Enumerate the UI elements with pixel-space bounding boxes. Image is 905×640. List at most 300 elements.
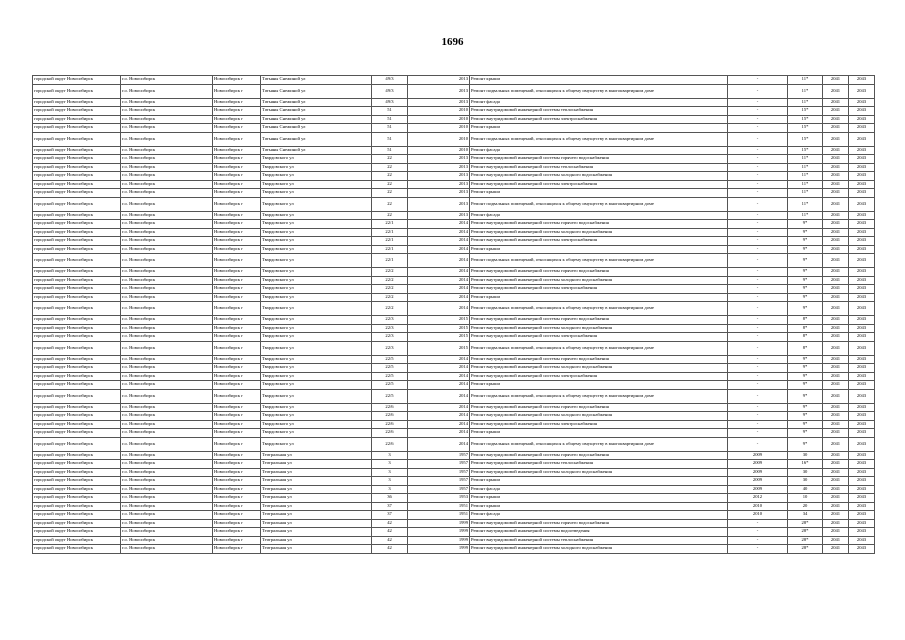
last-repair-year-cell: - bbox=[728, 245, 788, 254]
house-number-cell: 37 bbox=[372, 502, 408, 511]
table-row bbox=[33, 189, 875, 198]
district-cell: г.о. Новосибирск bbox=[121, 429, 213, 438]
city-cell: Новосибирск г bbox=[213, 389, 261, 403]
street-cell: Театральная ул bbox=[261, 451, 372, 460]
end-year-cell: 2043 bbox=[849, 494, 875, 503]
wear-cell: 9* bbox=[788, 276, 823, 285]
street-cell: Татьяны Снежиной ул bbox=[261, 146, 372, 155]
last-repair-year-cell: - bbox=[728, 545, 788, 554]
street-cell: Театральная ул bbox=[261, 477, 372, 486]
house-number-cell: 49/3 bbox=[372, 76, 408, 85]
end-year-cell: 2043 bbox=[849, 132, 875, 146]
start-year-cell: 2041 bbox=[823, 372, 849, 381]
end-year-cell: 2043 bbox=[849, 324, 875, 333]
street-cell: Твардовского ул bbox=[261, 302, 372, 316]
work-type-cell: Ремонт внутридомовой инженерной системы теплоснабжения bbox=[470, 163, 728, 172]
street-cell: Твардовского ул bbox=[261, 420, 372, 429]
build-year-cell: 2013 bbox=[408, 84, 470, 98]
district-cell: г.о. Новосибирск bbox=[121, 76, 213, 85]
end-year-cell: 2043 bbox=[849, 293, 875, 302]
build-year-cell: 2013 bbox=[408, 155, 470, 164]
table-row bbox=[33, 220, 875, 229]
end-year-cell: 2043 bbox=[849, 429, 875, 438]
table-row bbox=[33, 115, 875, 124]
city-cell: Новосибирск г bbox=[213, 519, 261, 528]
table-row bbox=[33, 355, 875, 364]
wear-cell: 8* bbox=[788, 333, 823, 342]
district-cell: г.о. Новосибирск bbox=[121, 228, 213, 237]
wear-cell: 11* bbox=[788, 84, 823, 98]
street-cell: Театральная ул bbox=[261, 460, 372, 469]
district-cell: г.о. Новосибирск bbox=[121, 502, 213, 511]
last-repair-year-cell: - bbox=[728, 302, 788, 316]
municipality-cell: городской округ Новосибирск bbox=[33, 124, 121, 133]
street-cell: Театральная ул bbox=[261, 519, 372, 528]
last-repair-year-cell: - bbox=[728, 163, 788, 172]
wear-cell: 9* bbox=[788, 364, 823, 373]
last-repair-year-cell: - bbox=[728, 403, 788, 412]
table-row bbox=[33, 494, 875, 503]
city-cell: Новосибирск г bbox=[213, 237, 261, 246]
end-year-cell: 2043 bbox=[849, 98, 875, 107]
city-cell: Новосибирск г bbox=[213, 268, 261, 277]
start-year-cell: 2041 bbox=[823, 545, 849, 554]
start-year-cell: 2041 bbox=[823, 189, 849, 198]
build-year-cell: 2014 bbox=[408, 364, 470, 373]
last-repair-year-cell: 2009 bbox=[728, 451, 788, 460]
city-cell: Новосибирск г bbox=[213, 302, 261, 316]
municipality-cell: городской округ Новосибирск bbox=[33, 511, 121, 520]
build-year-cell: 2014 bbox=[408, 228, 470, 237]
street-cell: Твардовского ул bbox=[261, 372, 372, 381]
wear-cell: 9* bbox=[788, 228, 823, 237]
district-cell: г.о. Новосибирск bbox=[121, 180, 213, 189]
work-type-cell: Ремонт внутридомовой инженерной системы холодного водоснабжения bbox=[470, 412, 728, 421]
street-cell: Твардовского ул bbox=[261, 276, 372, 285]
last-repair-year-cell: 2009 bbox=[728, 485, 788, 494]
municipality-cell: городской округ Новосибирск bbox=[33, 460, 121, 469]
build-year-cell: 1951 bbox=[408, 502, 470, 511]
house-number-cell: 22/1 bbox=[372, 237, 408, 246]
end-year-cell: 2043 bbox=[849, 437, 875, 451]
municipality-cell: городской округ Новосибирск bbox=[33, 220, 121, 229]
house-number-cell: 22/2 bbox=[372, 268, 408, 277]
city-cell: Новосибирск г bbox=[213, 341, 261, 355]
street-cell: Театральная ул bbox=[261, 545, 372, 554]
wear-cell: 28* bbox=[788, 528, 823, 537]
work-type-cell: Ремонт внутридомовой инженерной системы горячего водоснабжения bbox=[470, 451, 728, 460]
build-year-cell: 2014 bbox=[408, 355, 470, 364]
house-number-cell: 22 bbox=[372, 211, 408, 220]
city-cell: Новосибирск г bbox=[213, 115, 261, 124]
district-cell: г.о. Новосибирск bbox=[121, 245, 213, 254]
last-repair-year-cell: - bbox=[728, 389, 788, 403]
district-cell: г.о. Новосибирск bbox=[121, 355, 213, 364]
table-row bbox=[33, 276, 875, 285]
work-type-cell: Ремонт внутридомовой инженерной системы холодного водоснабжения bbox=[470, 364, 728, 373]
street-cell: Театральная ул bbox=[261, 502, 372, 511]
table-row bbox=[33, 511, 875, 520]
build-year-cell: 2010 bbox=[408, 115, 470, 124]
end-year-cell: 2043 bbox=[849, 333, 875, 342]
work-type-cell: Ремонт внутридомовой инженерной системы электроснабжения bbox=[470, 420, 728, 429]
start-year-cell: 2041 bbox=[823, 333, 849, 342]
city-cell: Новосибирск г bbox=[213, 437, 261, 451]
build-year-cell: 2014 bbox=[408, 437, 470, 451]
last-repair-year-cell: - bbox=[728, 107, 788, 116]
work-type-cell: Ремонт крыши bbox=[470, 381, 728, 390]
district-cell: г.о. Новосибирск bbox=[121, 494, 213, 503]
build-year-cell: 2014 bbox=[408, 285, 470, 294]
table-row bbox=[33, 468, 875, 477]
district-cell: г.о. Новосибирск bbox=[121, 197, 213, 211]
build-year-cell: 2014 bbox=[408, 293, 470, 302]
wear-cell: 15* bbox=[788, 146, 823, 155]
street-cell: Татьяны Снежиной ул bbox=[261, 76, 372, 85]
house-number-cell: 22/2 bbox=[372, 293, 408, 302]
city-cell: Новосибирск г bbox=[213, 403, 261, 412]
start-year-cell: 2041 bbox=[823, 502, 849, 511]
start-year-cell: 2041 bbox=[823, 228, 849, 237]
table-row bbox=[33, 155, 875, 164]
municipality-cell: городской округ Новосибирск bbox=[33, 412, 121, 421]
wear-cell: 15* bbox=[788, 132, 823, 146]
start-year-cell: 2041 bbox=[823, 420, 849, 429]
city-cell: Новосибирск г bbox=[213, 228, 261, 237]
wear-cell: 8* bbox=[788, 324, 823, 333]
start-year-cell: 2041 bbox=[823, 324, 849, 333]
last-repair-year-cell: - bbox=[728, 333, 788, 342]
wear-cell: 8* bbox=[788, 316, 823, 325]
start-year-cell: 2041 bbox=[823, 197, 849, 211]
build-year-cell: 2014 bbox=[408, 254, 470, 268]
last-repair-year-cell: - bbox=[728, 381, 788, 390]
start-year-cell: 2041 bbox=[823, 98, 849, 107]
wear-cell: 15* bbox=[788, 107, 823, 116]
build-year-cell: 1957 bbox=[408, 477, 470, 486]
municipality-cell: городской округ Новосибирск bbox=[33, 451, 121, 460]
district-cell: г.о. Новосибирск bbox=[121, 220, 213, 229]
end-year-cell: 2043 bbox=[849, 146, 875, 155]
city-cell: Новосибирск г bbox=[213, 245, 261, 254]
build-year-cell: 2014 bbox=[408, 220, 470, 229]
build-year-cell: 2010 bbox=[408, 124, 470, 133]
house-number-cell: 3 bbox=[372, 485, 408, 494]
municipality-cell: городской округ Новосибирск bbox=[33, 302, 121, 316]
build-year-cell: 2014 bbox=[408, 276, 470, 285]
house-number-cell: 51 bbox=[372, 124, 408, 133]
start-year-cell: 2041 bbox=[823, 115, 849, 124]
last-repair-year-cell: - bbox=[728, 180, 788, 189]
start-year-cell: 2041 bbox=[823, 172, 849, 181]
district-cell: г.о. Новосибирск bbox=[121, 333, 213, 342]
street-cell: Твардовского ул bbox=[261, 197, 372, 211]
build-year-cell: 1957 bbox=[408, 460, 470, 469]
district-cell: г.о. Новосибирск bbox=[121, 364, 213, 373]
start-year-cell: 2041 bbox=[823, 146, 849, 155]
city-cell: Новосибирск г bbox=[213, 468, 261, 477]
last-repair-year-cell: - bbox=[728, 220, 788, 229]
end-year-cell: 2043 bbox=[849, 180, 875, 189]
end-year-cell: 2043 bbox=[849, 477, 875, 486]
wear-cell: 9* bbox=[788, 437, 823, 451]
wear-cell: 9* bbox=[788, 302, 823, 316]
house-number-cell: 22 bbox=[372, 172, 408, 181]
start-year-cell: 2041 bbox=[823, 211, 849, 220]
district-cell: г.о. Новосибирск bbox=[121, 211, 213, 220]
end-year-cell: 2043 bbox=[849, 468, 875, 477]
table-row bbox=[33, 364, 875, 373]
district-cell: г.о. Новосибирск bbox=[121, 254, 213, 268]
house-number-cell: 22/3 bbox=[372, 333, 408, 342]
end-year-cell: 2043 bbox=[849, 276, 875, 285]
district-cell: г.о. Новосибирск bbox=[121, 468, 213, 477]
build-year-cell: 2013 bbox=[408, 189, 470, 198]
street-cell: Татьяны Снежиной ул bbox=[261, 124, 372, 133]
municipality-cell: городской округ Новосибирск bbox=[33, 76, 121, 85]
work-type-cell: Ремонт внутридомовой инженерной системы горячего водоснабжения bbox=[470, 355, 728, 364]
work-type-cell: Ремонт подвальных помещений, относящихся к общему имуществу в многоквартирном доме bbox=[470, 132, 728, 146]
municipality-cell: городской округ Новосибирск bbox=[33, 477, 121, 486]
end-year-cell: 2043 bbox=[849, 228, 875, 237]
last-repair-year-cell: - bbox=[728, 276, 788, 285]
city-cell: Новосибирск г bbox=[213, 494, 261, 503]
wear-cell: 11* bbox=[788, 98, 823, 107]
last-repair-year-cell: - bbox=[728, 124, 788, 133]
city-cell: Новосибирск г bbox=[213, 528, 261, 537]
municipality-cell: городской округ Новосибирск bbox=[33, 519, 121, 528]
street-cell: Твардовского ул bbox=[261, 285, 372, 294]
start-year-cell: 2041 bbox=[823, 381, 849, 390]
work-type-cell: Ремонт фасада bbox=[470, 146, 728, 155]
district-cell: г.о. Новосибирск bbox=[121, 485, 213, 494]
table-row bbox=[33, 84, 875, 98]
wear-cell: 9* bbox=[788, 220, 823, 229]
municipality-cell: городской округ Новосибирск bbox=[33, 494, 121, 503]
street-cell: Твардовского ул bbox=[261, 189, 372, 198]
city-cell: Новосибирск г bbox=[213, 293, 261, 302]
end-year-cell: 2043 bbox=[849, 155, 875, 164]
work-type-cell: Ремонт внутридомовой инженерной системы холодного водоснабжения bbox=[470, 276, 728, 285]
city-cell: Новосибирск г bbox=[213, 254, 261, 268]
street-cell: Твардовского ул bbox=[261, 341, 372, 355]
house-number-cell: 22/5 bbox=[372, 381, 408, 390]
start-year-cell: 2041 bbox=[823, 220, 849, 229]
municipality-cell: городской округ Новосибирск bbox=[33, 268, 121, 277]
last-repair-year-cell: - bbox=[728, 372, 788, 381]
house-number-cell: 22/6 bbox=[372, 437, 408, 451]
house-number-cell: 49/3 bbox=[372, 84, 408, 98]
street-cell: Театральная ул bbox=[261, 528, 372, 537]
start-year-cell: 2041 bbox=[823, 389, 849, 403]
house-number-cell: 22/2 bbox=[372, 302, 408, 316]
street-cell: Твардовского ул bbox=[261, 429, 372, 438]
street-cell: Твардовского ул bbox=[261, 211, 372, 220]
build-year-cell: 2013 bbox=[408, 180, 470, 189]
end-year-cell: 2043 bbox=[849, 460, 875, 469]
last-repair-year-cell: - bbox=[728, 341, 788, 355]
start-year-cell: 2041 bbox=[823, 124, 849, 133]
street-cell: Твардовского ул bbox=[261, 437, 372, 451]
city-cell: Новосибирск г bbox=[213, 316, 261, 325]
municipality-cell: городской округ Новосибирск bbox=[33, 189, 121, 198]
street-cell: Татьяны Снежиной ул bbox=[261, 132, 372, 146]
work-type-cell: Ремонт внутридомовой инженерной системы холодного водоснабжения bbox=[470, 468, 728, 477]
build-year-cell: 2014 bbox=[408, 237, 470, 246]
street-cell: Твардовского ул bbox=[261, 163, 372, 172]
district-cell: г.о. Новосибирск bbox=[121, 163, 213, 172]
city-cell: Новосибирск г bbox=[213, 220, 261, 229]
end-year-cell: 2043 bbox=[849, 245, 875, 254]
municipality-cell: городской округ Новосибирск bbox=[33, 107, 121, 116]
district-cell: г.о. Новосибирск bbox=[121, 189, 213, 198]
district-cell: г.о. Новосибирск bbox=[121, 528, 213, 537]
start-year-cell: 2041 bbox=[823, 485, 849, 494]
build-year-cell: 1951 bbox=[408, 511, 470, 520]
last-repair-year-cell: - bbox=[728, 254, 788, 268]
work-type-cell: Ремонт внутридомовой инженерной системы холодного водоснабжения bbox=[470, 172, 728, 181]
work-type-cell: Ремонт внутридомовой инженерной системы горячего водоснабжения bbox=[470, 268, 728, 277]
build-year-cell: 2014 bbox=[408, 268, 470, 277]
end-year-cell: 2043 bbox=[849, 545, 875, 554]
city-cell: Новосибирск г bbox=[213, 355, 261, 364]
work-type-cell: Ремонт крыши bbox=[470, 124, 728, 133]
table-row bbox=[33, 76, 875, 85]
build-year-cell: 2014 bbox=[408, 372, 470, 381]
end-year-cell: 2043 bbox=[849, 372, 875, 381]
district-cell: г.о. Новосибирск bbox=[121, 268, 213, 277]
last-repair-year-cell: 2010 bbox=[728, 502, 788, 511]
last-repair-year-cell: - bbox=[728, 519, 788, 528]
house-number-cell: 3 bbox=[372, 468, 408, 477]
district-cell: г.о. Новосибирск bbox=[121, 276, 213, 285]
city-cell: Новосибирск г bbox=[213, 172, 261, 181]
street-cell: Твардовского ул bbox=[261, 355, 372, 364]
city-cell: Новосибирск г bbox=[213, 132, 261, 146]
last-repair-year-cell: - bbox=[728, 324, 788, 333]
work-type-cell: Ремонт крыши bbox=[470, 494, 728, 503]
district-cell: г.о. Новосибирск bbox=[121, 451, 213, 460]
end-year-cell: 2043 bbox=[849, 364, 875, 373]
table-row bbox=[33, 333, 875, 342]
work-type-cell: Ремонт подвальных помещений, относящихся к общему имуществу в многоквартирном доме bbox=[470, 302, 728, 316]
table-body bbox=[33, 76, 875, 554]
house-number-cell: 22 bbox=[372, 155, 408, 164]
city-cell: Новосибирск г bbox=[213, 197, 261, 211]
work-type-cell: Ремонт внутридомовой инженерной системы теплоснабжения bbox=[470, 536, 728, 545]
end-year-cell: 2043 bbox=[849, 502, 875, 511]
last-repair-year-cell: - bbox=[728, 237, 788, 246]
last-repair-year-cell: - bbox=[728, 528, 788, 537]
municipality-cell: городской округ Новосибирск bbox=[33, 389, 121, 403]
last-repair-year-cell: - bbox=[728, 285, 788, 294]
end-year-cell: 2043 bbox=[849, 389, 875, 403]
district-cell: г.о. Новосибирск bbox=[121, 302, 213, 316]
table-row bbox=[33, 211, 875, 220]
municipality-cell: городской округ Новосибирск bbox=[33, 468, 121, 477]
municipality-cell: городской округ Новосибирск bbox=[33, 437, 121, 451]
start-year-cell: 2041 bbox=[823, 451, 849, 460]
start-year-cell: 2041 bbox=[823, 460, 849, 469]
house-number-cell: 22/1 bbox=[372, 254, 408, 268]
wear-cell: 9* bbox=[788, 285, 823, 294]
street-cell: Твардовского ул bbox=[261, 324, 372, 333]
build-year-cell: 2010 bbox=[408, 132, 470, 146]
wear-cell: 9* bbox=[788, 389, 823, 403]
municipality-cell: городской округ Новосибирск bbox=[33, 172, 121, 181]
wear-cell: 9* bbox=[788, 372, 823, 381]
work-type-cell: Ремонт крыши bbox=[470, 76, 728, 85]
work-type-cell: Ремонт крыши bbox=[470, 189, 728, 198]
start-year-cell: 2041 bbox=[823, 245, 849, 254]
house-number-cell: 22 bbox=[372, 189, 408, 198]
work-type-cell: Ремонт внутридомовой инженерной системы горячего водоснабжения bbox=[470, 403, 728, 412]
street-cell: Твардовского ул bbox=[261, 389, 372, 403]
start-year-cell: 2041 bbox=[823, 364, 849, 373]
last-repair-year-cell: - bbox=[728, 412, 788, 421]
table-row bbox=[33, 228, 875, 237]
end-year-cell: 2043 bbox=[849, 285, 875, 294]
table-row bbox=[33, 268, 875, 277]
house-number-cell: 22/2 bbox=[372, 285, 408, 294]
municipality-cell: городской округ Новосибирск bbox=[33, 211, 121, 220]
table-row bbox=[33, 124, 875, 133]
table-row bbox=[33, 98, 875, 107]
end-year-cell: 2043 bbox=[849, 211, 875, 220]
house-number-cell: 42 bbox=[372, 519, 408, 528]
end-year-cell: 2043 bbox=[849, 536, 875, 545]
work-type-cell: Ремонт внутридомовой инженерной системы холодного водоснабжения bbox=[470, 324, 728, 333]
end-year-cell: 2043 bbox=[849, 485, 875, 494]
municipality-cell: городской округ Новосибирск bbox=[33, 536, 121, 545]
end-year-cell: 2043 bbox=[849, 189, 875, 198]
end-year-cell: 2043 bbox=[849, 115, 875, 124]
municipality-cell: городской округ Новосибирск bbox=[33, 355, 121, 364]
last-repair-year-cell: - bbox=[728, 437, 788, 451]
wear-cell: 9* bbox=[788, 355, 823, 364]
end-year-cell: 2043 bbox=[849, 519, 875, 528]
last-repair-year-cell: - bbox=[728, 429, 788, 438]
work-type-cell: Ремонт подвальных помещений, относящихся к общему имуществу в многоквартирном доме bbox=[470, 341, 728, 355]
street-cell: Твардовского ул bbox=[261, 403, 372, 412]
last-repair-year-cell: - bbox=[728, 84, 788, 98]
wear-cell: 28* bbox=[788, 545, 823, 554]
wear-cell: 11* bbox=[788, 189, 823, 198]
street-cell: Твардовского ул bbox=[261, 180, 372, 189]
wear-cell: 30 bbox=[788, 477, 823, 486]
table-row bbox=[33, 460, 875, 469]
start-year-cell: 2041 bbox=[823, 237, 849, 246]
build-year-cell: 2013 bbox=[408, 163, 470, 172]
house-number-cell: 22/5 bbox=[372, 364, 408, 373]
table-row bbox=[33, 324, 875, 333]
start-year-cell: 2041 bbox=[823, 437, 849, 451]
work-type-cell: Ремонт внутридомовой инженерной системы холодного водоснабжения bbox=[470, 228, 728, 237]
start-year-cell: 2041 bbox=[823, 163, 849, 172]
last-repair-year-cell: - bbox=[728, 76, 788, 85]
work-type-cell: Ремонт фасада bbox=[470, 98, 728, 107]
table-row bbox=[33, 372, 875, 381]
municipality-cell: городской округ Новосибирск bbox=[33, 485, 121, 494]
end-year-cell: 2043 bbox=[849, 172, 875, 181]
build-year-cell: 2014 bbox=[408, 403, 470, 412]
table-row bbox=[33, 477, 875, 486]
district-cell: г.о. Новосибирск bbox=[121, 437, 213, 451]
city-cell: Новосибирск г bbox=[213, 536, 261, 545]
table-row bbox=[33, 341, 875, 355]
wear-cell: 28* bbox=[788, 519, 823, 528]
house-number-cell: 22/2 bbox=[372, 276, 408, 285]
